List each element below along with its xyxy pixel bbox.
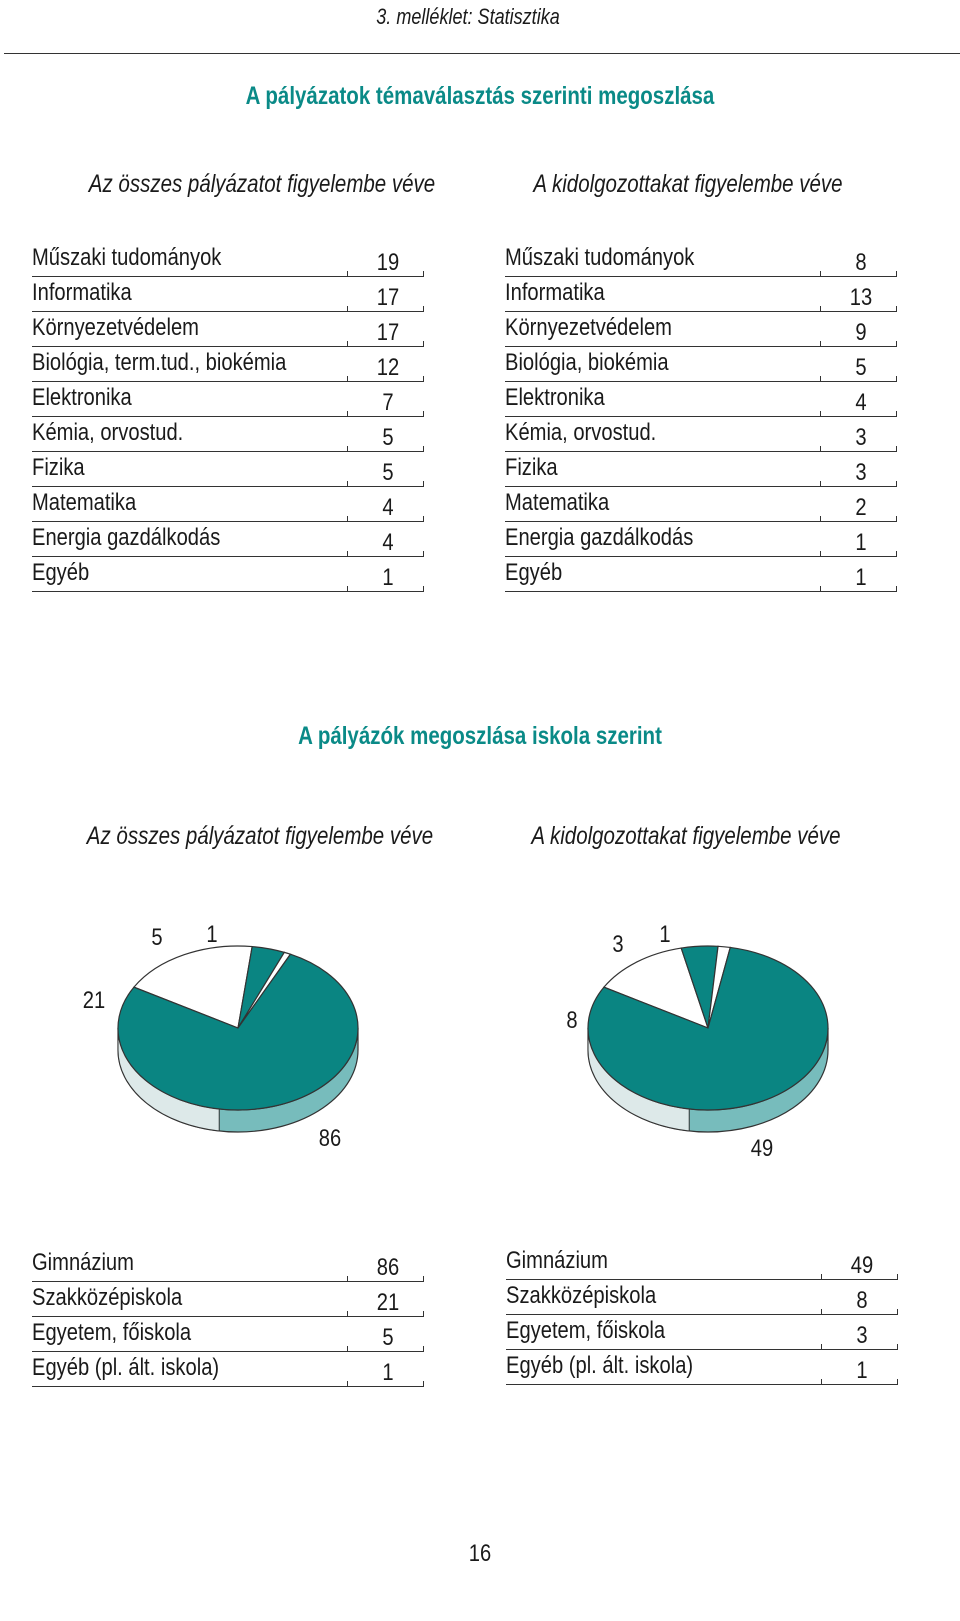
list-row xyxy=(32,278,424,313)
list-row xyxy=(32,1248,424,1283)
list-row xyxy=(505,243,897,278)
list-row xyxy=(32,348,424,383)
pie-value-label: 86 xyxy=(318,1124,342,1152)
row-label: Egyéb xyxy=(32,559,90,586)
row-label: Szakközépiskola xyxy=(32,1284,183,1311)
row-tick xyxy=(347,1346,348,1352)
row-value: 1 xyxy=(382,564,394,591)
row-tick xyxy=(820,306,821,312)
row-value: 4 xyxy=(382,529,394,556)
row-tick xyxy=(347,1276,348,1282)
row-value: 1 xyxy=(856,1357,868,1384)
row-value: 1 xyxy=(855,564,867,591)
list-row xyxy=(505,488,897,523)
row-label: Kémia, orvostud. xyxy=(32,419,184,446)
row-value: 3 xyxy=(855,459,867,486)
row-label: Matematika xyxy=(32,489,137,516)
row-tick xyxy=(820,271,821,277)
row-label: Matematika xyxy=(505,489,610,516)
row-label: Kémia, orvostud. xyxy=(505,419,657,446)
row-value: 5 xyxy=(382,424,394,451)
row-tick xyxy=(820,516,821,522)
row-tick xyxy=(821,1274,822,1280)
row-label: Informatika xyxy=(32,279,132,306)
row-tick xyxy=(347,376,348,382)
row-tick xyxy=(820,481,821,487)
row-value: 19 xyxy=(376,249,400,276)
row-tick xyxy=(820,341,821,347)
topics-all-list xyxy=(32,243,424,593)
row-label: Energia gazdálkodás xyxy=(32,524,221,551)
list-row xyxy=(32,418,424,453)
row-value: 21 xyxy=(376,1289,400,1316)
list-row xyxy=(32,523,424,558)
subtitle-completed-schools: A kidolgozottakat figyelembe véve xyxy=(531,822,841,850)
list-row xyxy=(505,523,897,558)
row-tick xyxy=(820,446,821,452)
row-tick xyxy=(820,411,821,417)
row-tick xyxy=(820,376,821,382)
school-pie-chart-completed xyxy=(530,900,890,1170)
row-value: 2 xyxy=(855,494,867,521)
list-row xyxy=(505,558,897,593)
row-label: Szakközépiskola xyxy=(506,1282,657,1309)
pie-value-label: 5 xyxy=(151,923,163,951)
row-tick xyxy=(347,481,348,487)
row-tick xyxy=(347,1311,348,1317)
row-label: Egyetem, főiskola xyxy=(32,1319,192,1346)
list-row xyxy=(32,558,424,593)
page-number: 16 xyxy=(468,1540,492,1567)
subtitle-all-topics: Az összes pályázatot figyelembe véve xyxy=(88,170,436,198)
section-title-schools: A pályázók megoszlása iskola szerint xyxy=(298,722,662,750)
row-label: Környezetvédelem xyxy=(32,314,199,341)
list-row xyxy=(505,383,897,418)
row-value: 49 xyxy=(850,1252,874,1279)
list-row xyxy=(32,243,424,278)
row-value: 8 xyxy=(855,249,867,276)
header-rule xyxy=(4,53,960,54)
row-tick xyxy=(347,551,348,557)
row-value: 86 xyxy=(376,1254,400,1281)
row-label: Elektronika xyxy=(32,384,132,411)
list-row xyxy=(506,1316,898,1351)
row-value: 1 xyxy=(382,1359,394,1386)
list-row xyxy=(506,1281,898,1316)
row-label: Biológia, term.tud., biokémia xyxy=(32,349,287,376)
row-label: Műszaki tudományok xyxy=(32,244,222,271)
pie-value-label: 1 xyxy=(659,920,671,948)
schools-all-list xyxy=(32,1248,424,1388)
row-label: Elektronika xyxy=(505,384,605,411)
row-value: 1 xyxy=(855,529,867,556)
list-row xyxy=(32,1353,424,1388)
row-tick xyxy=(347,516,348,522)
topics-completed-list xyxy=(505,243,897,593)
pie-value-label: 49 xyxy=(750,1134,774,1162)
row-label: Egyéb (pl. ált. iskola) xyxy=(506,1352,694,1379)
row-value: 12 xyxy=(376,354,400,381)
row-tick xyxy=(347,446,348,452)
row-value: 3 xyxy=(856,1322,868,1349)
row-value: 9 xyxy=(855,319,867,346)
row-label: Egyéb (pl. ált. iskola) xyxy=(32,1354,220,1381)
row-value: 5 xyxy=(855,354,867,381)
list-row xyxy=(505,418,897,453)
row-label: Fizika xyxy=(505,454,558,481)
row-tick xyxy=(820,586,821,592)
row-label: Energia gazdálkodás xyxy=(505,524,694,551)
row-value: 13 xyxy=(849,284,873,311)
schools-completed-list xyxy=(506,1246,898,1386)
list-row xyxy=(505,453,897,488)
row-label: Biológia, biokémia xyxy=(505,349,669,376)
list-row xyxy=(506,1351,898,1386)
list-row xyxy=(505,278,897,313)
row-value: 17 xyxy=(376,284,400,311)
row-tick xyxy=(347,306,348,312)
school-pie-chart-all xyxy=(60,900,420,1170)
row-value: 4 xyxy=(382,494,394,521)
pie-value-label: 1 xyxy=(206,920,218,948)
row-value: 5 xyxy=(382,1324,394,1351)
row-tick xyxy=(821,1344,822,1350)
pie-value-label: 3 xyxy=(612,930,624,958)
row-label: Gimnázium xyxy=(32,1249,134,1276)
subtitle-completed-topics: A kidolgozottakat figyelembe véve xyxy=(533,170,843,198)
row-value: 5 xyxy=(382,459,394,486)
list-row xyxy=(32,1318,424,1353)
pie-value-label: 21 xyxy=(82,986,106,1014)
row-tick xyxy=(347,411,348,417)
row-label: Környezetvédelem xyxy=(505,314,672,341)
row-tick xyxy=(347,1381,348,1387)
row-label: Informatika xyxy=(505,279,605,306)
subtitle-all-schools: Az összes pályázatot figyelembe véve xyxy=(86,822,434,850)
row-value: 8 xyxy=(856,1287,868,1314)
row-tick xyxy=(820,551,821,557)
row-value: 4 xyxy=(855,389,867,416)
list-row xyxy=(505,348,897,383)
pie-value-label: 8 xyxy=(566,1006,578,1034)
appendix-header: 3. melléklet: Statisztika xyxy=(376,4,560,29)
list-row xyxy=(32,488,424,523)
row-value: 7 xyxy=(382,389,394,416)
list-row xyxy=(505,313,897,348)
row-tick xyxy=(347,586,348,592)
row-label: Gimnázium xyxy=(506,1247,608,1274)
row-value: 17 xyxy=(376,319,400,346)
list-row xyxy=(32,313,424,348)
row-tick xyxy=(347,341,348,347)
row-label: Egyéb xyxy=(505,559,563,586)
row-tick xyxy=(821,1379,822,1385)
list-row xyxy=(32,383,424,418)
row-label: Egyetem, főiskola xyxy=(506,1317,666,1344)
row-value: 3 xyxy=(855,424,867,451)
list-row xyxy=(32,453,424,488)
row-label: Fizika xyxy=(32,454,85,481)
section-title-topics: A pályázatok témaválasztás szerinti megoszlása xyxy=(245,82,715,110)
list-row xyxy=(32,1283,424,1318)
list-row xyxy=(506,1246,898,1281)
row-tick xyxy=(347,271,348,277)
row-tick xyxy=(821,1309,822,1315)
row-label: Műszaki tudományok xyxy=(505,244,695,271)
